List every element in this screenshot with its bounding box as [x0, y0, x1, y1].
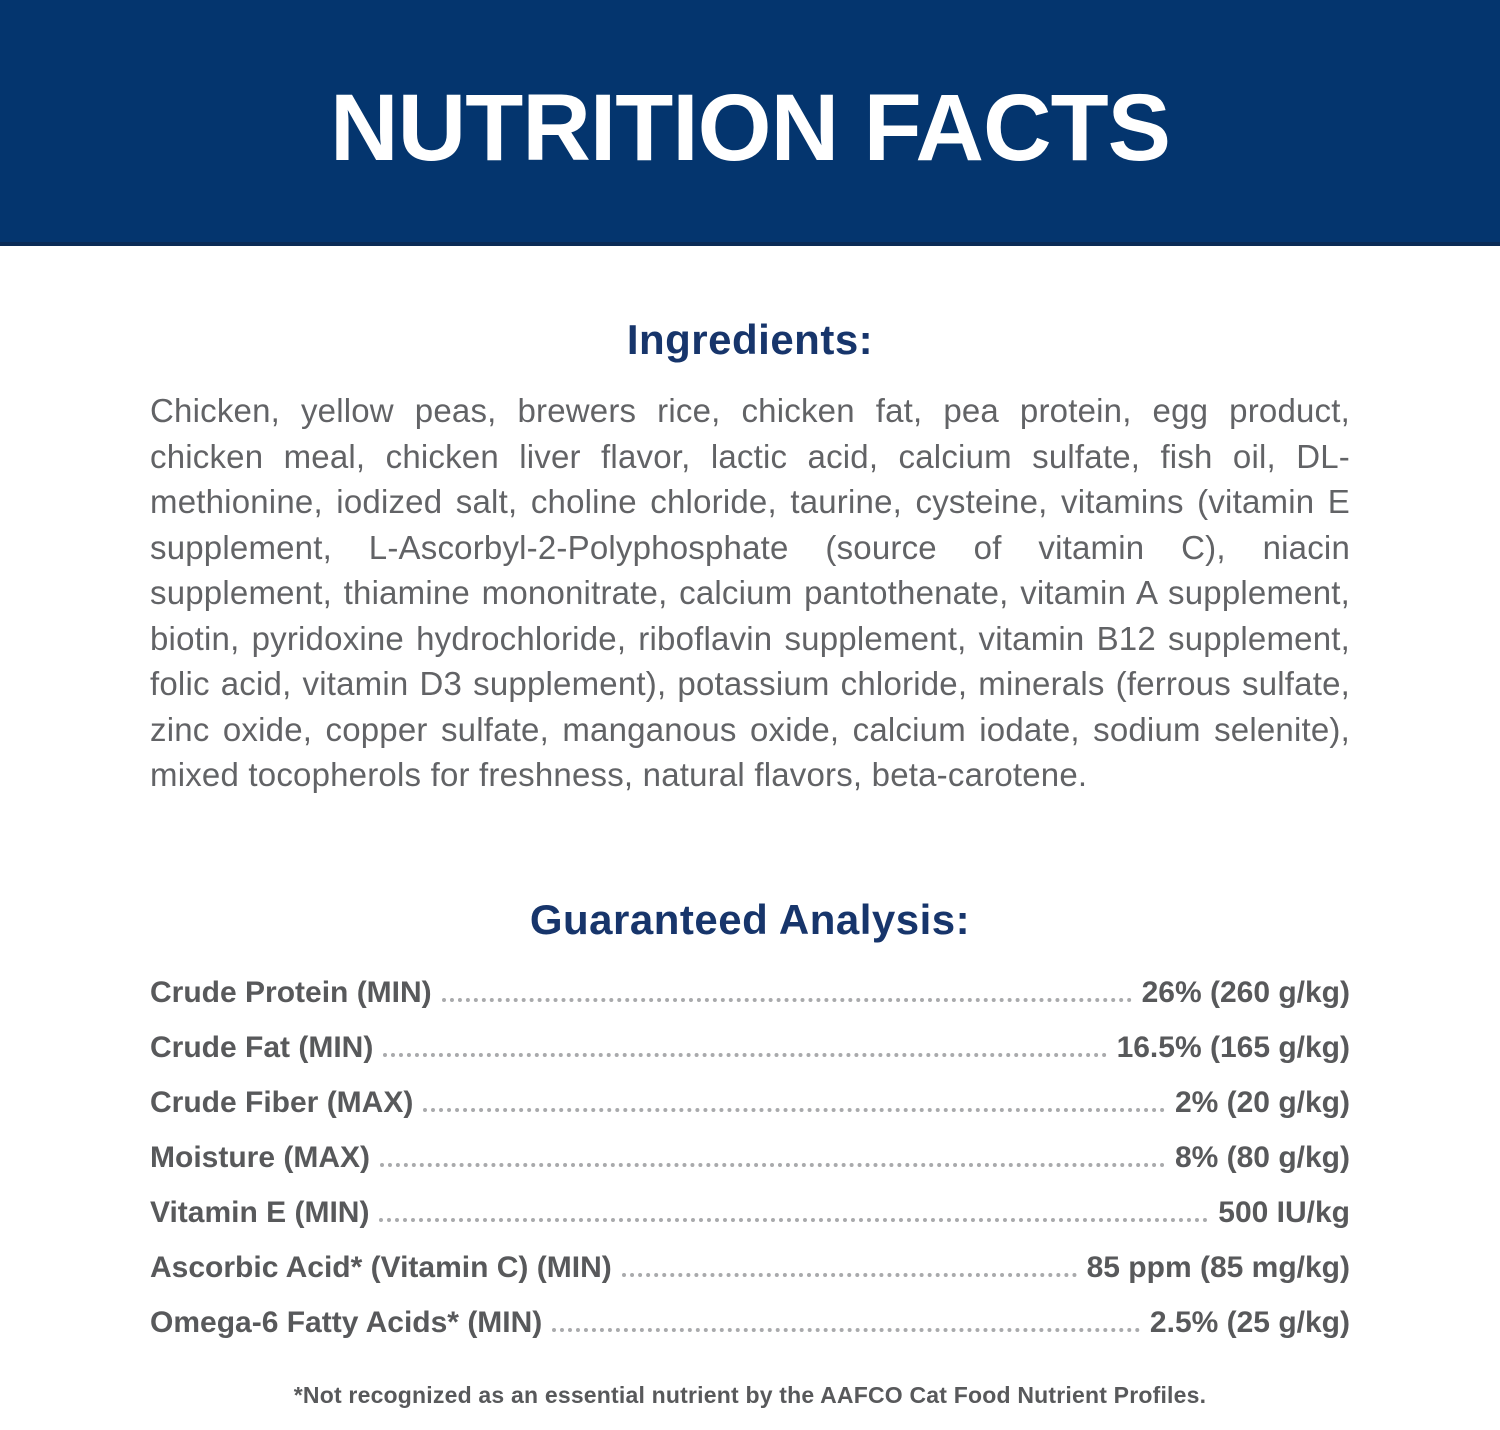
table-row	[150, 1196, 1350, 1230]
page-title: NUTRITION FACTS	[330, 74, 1170, 181]
guaranteed-analysis-table	[150, 976, 1350, 1340]
row-label: Crude Protein (MIN)	[150, 975, 432, 1009]
table-row	[150, 1031, 1350, 1065]
title-banner	[0, 0, 1500, 246]
row-value: 2.5% (25 g/kg)	[1149, 1305, 1350, 1339]
row-label: Omega-6 Fatty Acids* (MIN)	[150, 1305, 543, 1339]
dot-leader	[442, 998, 1132, 1002]
table-row	[150, 1086, 1350, 1120]
guaranteed-analysis-heading: Guaranteed Analysis:	[529, 895, 971, 943]
row-value: 8% (80 g/kg)	[1174, 1140, 1350, 1174]
row-value: 2% (20 g/kg)	[1174, 1085, 1350, 1119]
row-label: Vitamin E (MIN)	[150, 1195, 370, 1229]
table-row	[150, 1141, 1350, 1175]
table-row	[150, 1306, 1350, 1340]
row-value: 85 ppm (85 mg/kg)	[1086, 1250, 1350, 1284]
dot-leader	[383, 1053, 1106, 1057]
label-content	[0, 316, 1500, 1409]
row-value: 16.5% (165 g/kg)	[1116, 1030, 1350, 1064]
row-label: Moisture (MAX)	[150, 1140, 370, 1174]
dot-leader	[622, 1273, 1077, 1277]
dot-leader	[552, 1328, 1140, 1332]
row-label: Crude Fat (MIN)	[150, 1030, 374, 1064]
table-row	[150, 976, 1350, 1010]
ingredients-heading: Ingredients:	[626, 316, 874, 363]
dot-leader	[380, 1163, 1165, 1167]
row-label: Ascorbic Acid* (Vitamin C) (MIN)	[150, 1250, 612, 1284]
row-value: 500 IU/kg	[1218, 1195, 1350, 1229]
dot-leader	[379, 1218, 1208, 1222]
footnote: *Not recognized as an essential nutrient by the AAFCO Cat Food Nutrient Profiles.	[293, 1381, 1207, 1408]
table-row	[150, 1251, 1350, 1285]
ingredients-text: Chicken, yellow peas, brewers rice, chicken fat, pea protein, egg product, chicken meal, chicken liver flavor, lactic acid, calcium sulfate, fish oil, DL-methionine, iodized salt, choline chloride, taurine, cysteine, vitamins (vitamin E supplement, L-Ascorbyl-2-Polyphosphate (source of vitamin C), niacin supplement, thiamine mononitrate, calcium pantothenate, vitamin A supplement, biotin, pyridoxine hydrochloride, riboflavin supplement, vitamin B12 supplement, folic acid, vitamin D3 supplement), potassium chloride, minerals (ferrous sulfate, zinc oxide, copper sulfate, manganous oxide, calcium iodate, sodium selenite), mixed tocopherols for freshness, natural flavors, beta-carotene.	[150, 392, 1350, 793]
row-value: 26% (260 g/kg)	[1141, 975, 1350, 1009]
dot-leader	[423, 1108, 1165, 1112]
row-label: Crude Fiber (MAX)	[150, 1085, 414, 1119]
